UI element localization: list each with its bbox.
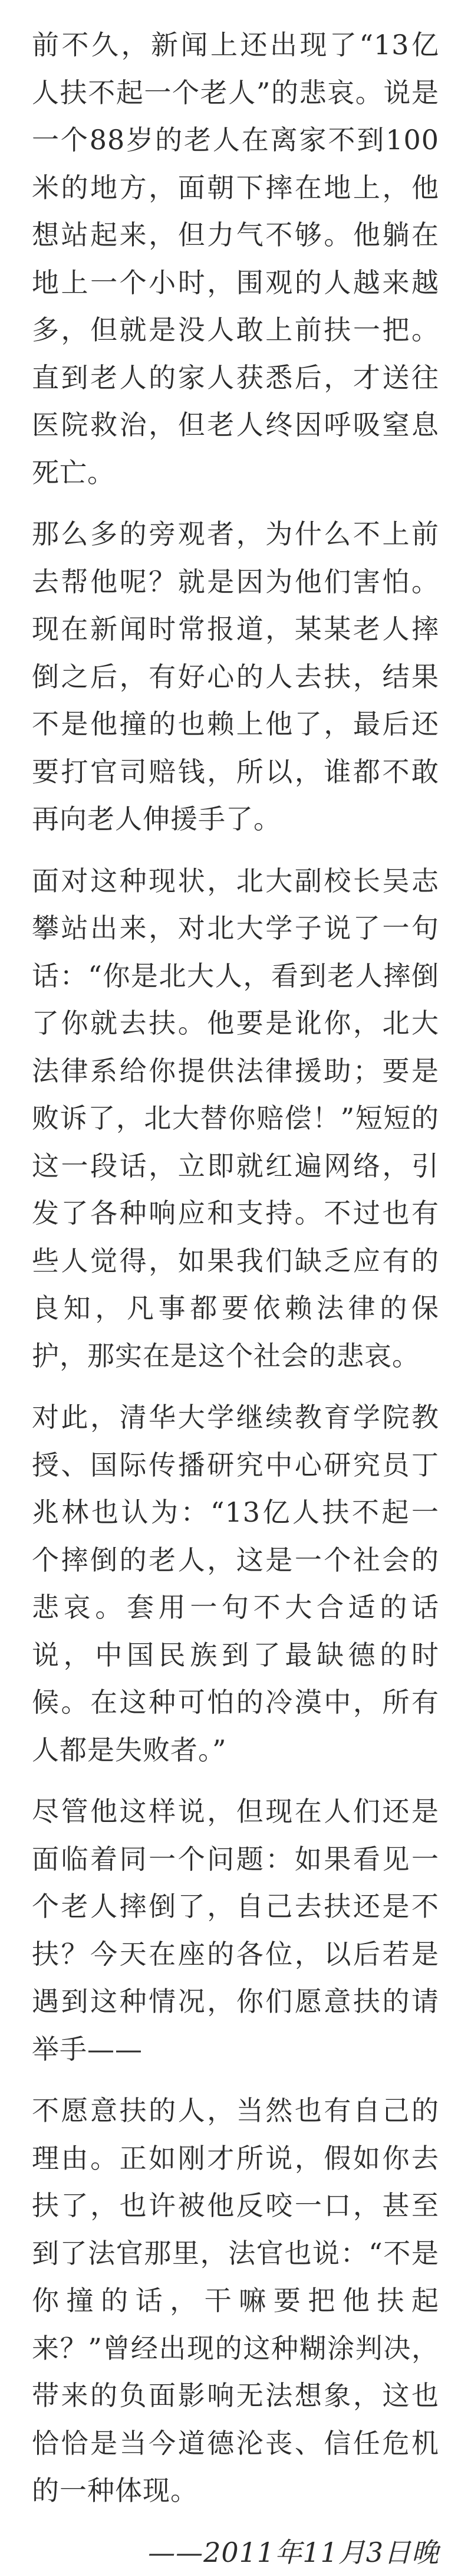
paragraph-6: 不愿意扶的人，当然也有自己的理由。正如刚才所说，假如你去扶了，也许被他反咬一口，甚至到了法官那里，法官也说：“不是你撞的话，干嘛要把他扶起来？”曾经出现的这种糊涂判决，带来的负面影响无法想象，这也恰恰是当今道德沦丧、信任危机的一种体现。: [32, 2095, 439, 2506]
signature-date: ——2011年11月3日晚: [148, 2536, 439, 2568]
paragraph-1: 前不久，新闻上还出现了“13亿人扶不起一个老人”的悲哀。说是一个88岁的老人在离家不到100米的地方，面朝下摔在地上，他想站起来，但力气不够。他躺在地上一个小时，围观的人越来越多，但就是没人敢上前扶一把。直到老人的家人获悉后，才送往医院救治，但老人终因呼吸窒息死亡。: [32, 29, 439, 489]
paragraph-4: 对此，清华大学继续教育学院教授、国际传播研究中心研究员丁兆林也认为：“13亿人扶不起一个摔倒的老人，这是一个社会的悲哀。套用一句不大合适的话说，中国民族到了最缺德的时候。在这种可怕的冷漠中，所有人都是失败者。”: [32, 1401, 439, 1766]
paragraph-2: 那么多的旁观者，为什么不上前去帮他呢？就是因为他们害怕。现在新闻时常报道，某某老人摔倒之后，有好心的人去扶，结果不是他撞的也赖上他了，最后还要打官司赔钱，所以，谁都不敢再向老人伸援手了。: [32, 518, 439, 835]
paragraph-5: 尽管他这样说，但现在人们还是面临着同一个问题：如果看见一个老人摔倒了，自己去扶还是不扶？今天在座的各位，以后若是遇到这种情况，你们愿意扶的请举手——: [32, 1795, 439, 2065]
paragraph-3: 面对这种现状，北大副校长吴志攀站出来，对北大学子说了一句话：“你是北大人，看到老人摔倒了你就去扶。他要是讹你，北大法律系给你提供法律援助；要是败诉了，北大替你赔偿！”短短的这一段话，立即就红遍网络，引发了各种响应和支持。不过也有些人觉得，如果我们缺乏应有的良知，凡事都要依赖法律的保护，那实在是这个社会的悲哀。: [32, 864, 439, 1372]
